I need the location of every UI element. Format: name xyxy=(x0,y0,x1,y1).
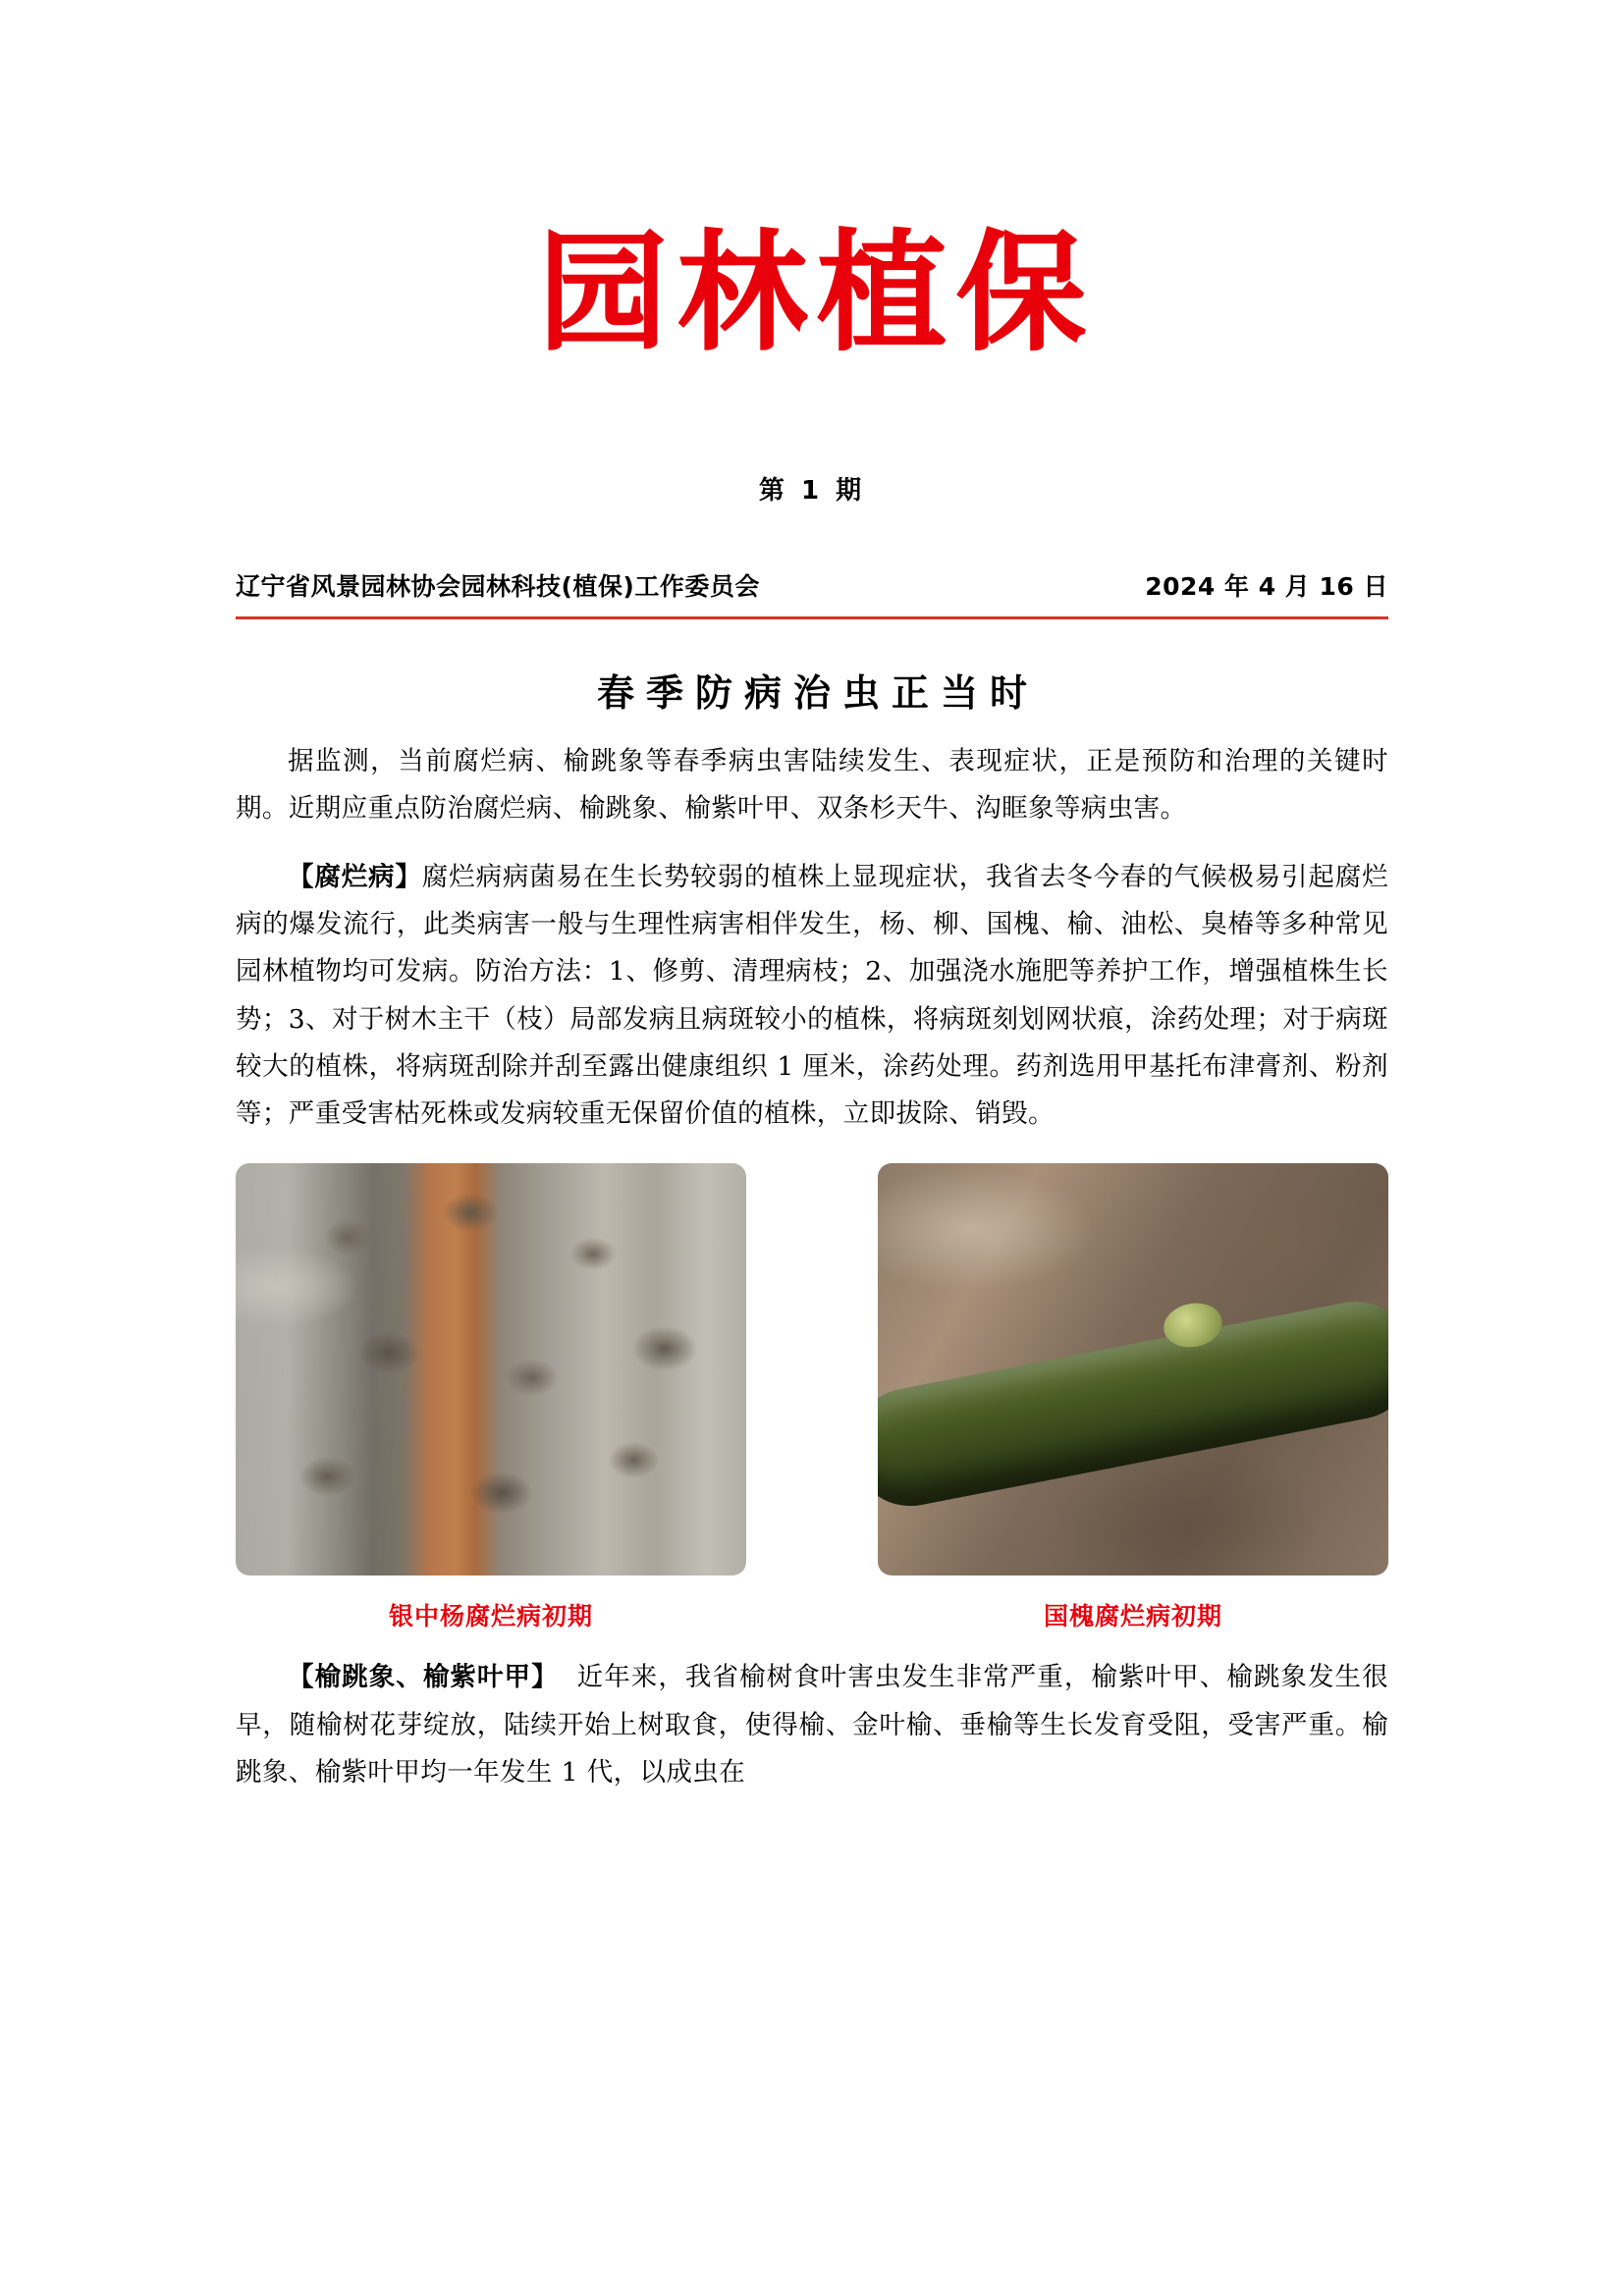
section-tag-yutiaoxiang: 【榆跳象、榆紫叶甲】 xyxy=(288,1662,559,1693)
figure-group xyxy=(236,1163,1388,1632)
sophora-branch-canker-photo xyxy=(878,1163,1388,1575)
figure-2-caption: 国槐腐烂病初期 xyxy=(1043,1602,1222,1631)
masthead xyxy=(236,0,1388,369)
header-divider xyxy=(236,616,1388,619)
poplar-bark-canker-photo xyxy=(236,1163,746,1575)
bud-detail xyxy=(1161,1299,1226,1353)
article-title: 春季防病治虫正当时 xyxy=(596,669,1039,715)
figure-1-caption: 银中杨腐烂病初期 xyxy=(388,1602,593,1631)
paragraph-yutiaoxiang-text: 近年来，我省榆树食叶害虫发生非常严重，榆紫叶甲、榆跳象发生很早，随榆树花芽绽放，陆续开始上树取食，使得榆、金叶榆、垂榆等生长发育受阻，受害严重。榆跳象、榆紫叶甲均一年发生 1 代，以成虫在 xyxy=(236,1662,1388,1788)
section-tag-fulanbing: 【腐烂病】 xyxy=(288,862,422,893)
issue-number: 第 1 期 xyxy=(758,475,866,506)
paragraph-fulanbing xyxy=(236,854,1388,1138)
paragraph-intro: 据监测，当前腐烂病、榆跳象等春季病虫害陆续发生、表现症状，正是预防和治理的关键时期。近期应重点防治腐烂病、榆跳象、榆紫叶甲、双条杉天牛、沟眶象等病虫害。 xyxy=(236,745,1388,824)
figure-1 xyxy=(236,1163,746,1632)
paragraph-fulanbing-text: 腐烂病病菌易在生长势较弱的植株上显现症状，我省去冬今春的气候极易引起腐烂病的爆发流行，此类病害一般与生理性病害相伴发生，杨、柳、国槐、榆、油松、臭椿等多种常见园林植物均可发病。防治方法：1、修剪、清理病枝；2、加强浇水施肥等养护工作，增强植株生长势；3、对于树木主干（枝）局部发病且病斑较小的植株，将病斑刻划网状痕，涂药处理；对于病斑较大的植株，将病斑刮除并刮至露出健康组织 1 厘米，涂药处理。药剂选用甲基托布津膏剂、粉剂等；严重受害枯死株或发病较重无保留价值的植株，立即拔除、销毁。 xyxy=(236,862,1388,1130)
publication-date: 2024 年 4 月 16 日 xyxy=(1145,571,1388,601)
publication-title: 园林植保 xyxy=(538,218,1096,369)
publisher-organization: 辽宁省风景园林协会园林科技(植保)工作委员会 xyxy=(236,571,760,601)
figure-2 xyxy=(878,1163,1388,1632)
publisher-info-row xyxy=(236,567,1388,603)
paragraph-yutiaoxiang xyxy=(236,1654,1388,1796)
